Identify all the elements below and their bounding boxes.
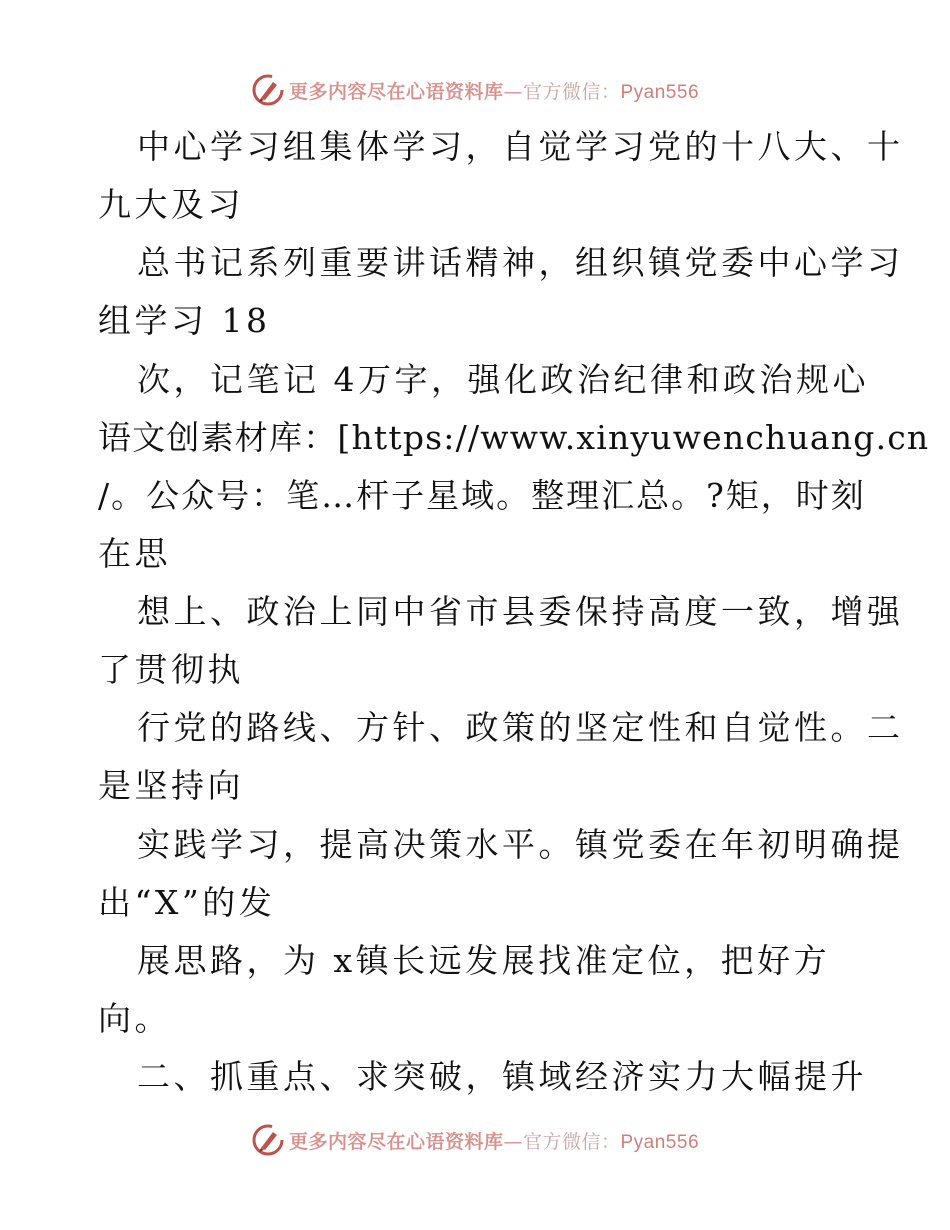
header-banner-main: 更多内容尽在心语资料库 (288, 80, 504, 103)
body-line-15: 展思路，为 x镇长远发展找准定位，把好方 (137, 941, 831, 980)
footer-banner (0, 1120, 950, 1160)
body-line-14: 出“X”的发 (98, 883, 276, 922)
header-banner (0, 70, 950, 110)
pen-logo-icon (251, 1123, 285, 1157)
footer-banner-wechat: 官方微信： (522, 1130, 621, 1153)
body-line-5: 次，记笔记 4万字，强化政治纪律和政治规心 (137, 360, 869, 399)
body-line-8: 在思 (98, 534, 171, 573)
footer-banner-dash: — (503, 1130, 523, 1153)
body-line-13: 实践学习，提高决策水平。镇党委在年初明确提 (137, 825, 904, 864)
body-line-6: 语文创素材库：[https://www.xinyuwenchuang.cn (98, 418, 930, 457)
body-line-12: 是坚持向 (98, 766, 244, 805)
footer-banner-main: 更多内容尽在心语资料库 (288, 1130, 504, 1153)
body-line-10: 了贯彻执 (98, 650, 244, 689)
header-banner-dash: — (503, 80, 523, 103)
body-line-7: /。公众号：笔…杆子星域。整理汇总。?矩，时刻 (98, 476, 866, 515)
body-line-4: 组学习 18 (98, 301, 271, 340)
pen-logo-icon (251, 73, 285, 107)
footer-banner-text (289, 1127, 699, 1154)
body-line-9: 想上、政治上同中省市县委保持高度一致，增强 (137, 592, 904, 631)
header-banner-wechat: 官方微信： (522, 80, 621, 103)
body-line-11: 行党的路线、方针、政策的坚定性和自觉性。二 (137, 708, 904, 747)
body-line-3: 总书记系列重要讲话精神，组织镇党委中心学习 (137, 243, 904, 282)
header-banner-text (289, 77, 699, 104)
footer-banner-id: Pyan556 (620, 1131, 700, 1153)
header-banner-id: Pyan556 (620, 81, 700, 103)
body-line-2: 九大及习 (98, 185, 244, 224)
body-line-1: 中心学习组集体学习，自觉学习党的十八大、十 (137, 127, 904, 166)
body-line-16: 向。 (98, 999, 171, 1038)
body-line-17: 二、抓重点、求突破，镇域经济实力大幅提升 (137, 1057, 867, 1096)
